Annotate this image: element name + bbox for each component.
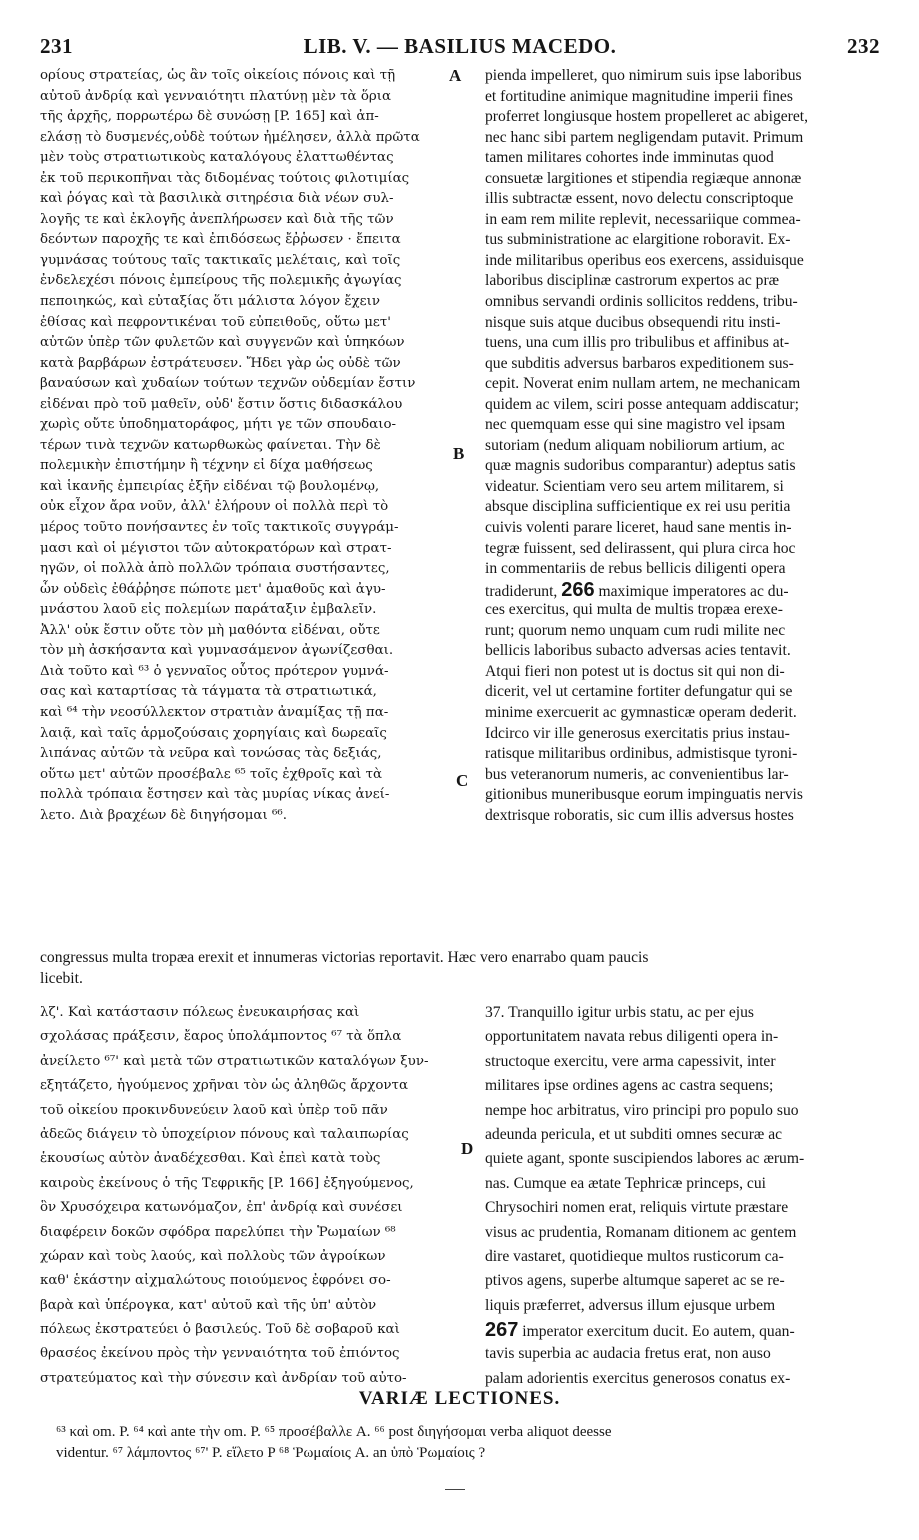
latin-text-line: quidem ac vilem, sciri posse antequam addiscatur; bbox=[485, 395, 799, 413]
greek-text-line: διαφέρειν δοκῶν σφόδρα παρελύπει τὴν Ῥωμαίων ⁶⁸ bbox=[40, 1224, 396, 1240]
greek-text-line: Ἀλλ' οὐκ ἔστιν οὔτε τὸν μὴ μαθόντα εἰδέναι, οὔτε bbox=[40, 622, 380, 638]
latin-text-line: omnibus servandi ordinis sollicitos reddens, tribu- bbox=[485, 293, 798, 311]
greek-text-line: λζ'. Καὶ κατάστασιν πόλεως ἐνευκαιρήσας καὶ bbox=[40, 1005, 360, 1020]
latin-text-line: Chrysochiri nomen erat, reliquis virtute præstare bbox=[485, 1199, 789, 1217]
latin-text-line: bus veteranorum numeris, ac convenientibus lar- bbox=[485, 765, 789, 783]
greek-text-line: οὕτω μετ' αὐτῶν προσέβαλε ⁶⁵ τοῖς ἐχθροῖς καὶ τὰ bbox=[40, 766, 383, 782]
latin-text-fragment: imperator exercitum ducit. Eo autem, quan- bbox=[518, 1323, 795, 1341]
latin-text-line: tus subministratione ac elargitione roboravit. Ex- bbox=[485, 231, 791, 249]
latin-text-line-with-page-number bbox=[485, 1318, 885, 1342]
latin-text-line: dextrisque roboratis, sic cum illis adversus hostes bbox=[485, 806, 794, 824]
latin-text-line-with-page-number bbox=[485, 580, 885, 601]
margin-marker-d: D bbox=[461, 1139, 474, 1158]
greek-text-line: πολλὰ τρόπαια ἔστησεν καὶ τὰς μυρίας νίκας ἀνεί- bbox=[40, 787, 390, 803]
greek-text-line: λογῆς τε καὶ ἐκλογῆς ἀνεπλήρωσεν καὶ διὰ τῆς τῶν bbox=[40, 211, 394, 227]
margin-marker-a: A bbox=[449, 66, 462, 85]
latin-text-line: adeunda pericula, et ut subditi omnes securæ ac bbox=[485, 1125, 783, 1143]
latin-text-line: minime exercuerit ac gymnasticæ operam dederit. bbox=[485, 703, 797, 721]
left-page-number: 231 bbox=[40, 34, 73, 58]
latin-text-line: bellicis laboribus subacto adversas acies tentavit. bbox=[485, 642, 791, 660]
greek-text-line: καὶ ῥόγας καὶ τὰ βασιλικὰ σιτηρέσια διὰ νέων συλ- bbox=[40, 191, 394, 207]
source-page-number: 266 bbox=[561, 579, 595, 601]
latin-text-line: dicerit, vel ut certamine fortiter defungatur qui se bbox=[485, 683, 793, 701]
greek-text-line: Διὰ τοῦτο καὶ ⁶³ ὁ γενναῖος οὗτος πρότερον γυμνά- bbox=[40, 663, 389, 679]
greek-text-line: σχολάσας πράξεσιν, ἔαρος ὑπολάμποντος ⁶⁷ τὰ ὅπλα bbox=[40, 1029, 402, 1045]
latin-text-line: nec hanc sibi partem negligendam putavit. Primum bbox=[485, 128, 804, 146]
right-page-number: 232 bbox=[847, 34, 880, 58]
latin-text-line: ptivos agens, superbe altumque saperet ac se re- bbox=[485, 1272, 785, 1290]
latin-text-line: laboribus disciplinæ castrorum expertos ac præ bbox=[485, 272, 780, 290]
latin-text-line: Idcirco vir ille generosus exercitatis prius instau- bbox=[485, 724, 790, 742]
greek-text-line: βαναύσων καὶ χυδαίων τούτων τεχνῶν οὐδεμίαν ἔστιν bbox=[40, 376, 416, 392]
greek-text-line: σας καὶ καταρτίσας τὰ τάγματα τὰ στρατιωτικά, bbox=[40, 684, 377, 700]
variant-reading-line: ⁶³ καὶ om. P. ⁶⁴ καὶ ante τὴν om. P. ⁶⁵ προσέβαλλε A. ⁶⁶ post διηγήσομαι verba aliquot deesse bbox=[56, 1424, 612, 1440]
greek-text-line: ελάσῃ τὸ δυσμενές,οὐδὲ τούτων ἠμέλησεν, ἀλλὰ πρῶτα bbox=[40, 129, 420, 145]
greek-text-line: μέρος τοῦτο πονήσαντες ἐν τοῖς τακτικοῖς συγγράμ- bbox=[40, 520, 399, 536]
greek-text-line: ἀνείλετο ⁶⁷' καὶ μετὰ τῶν στρατιωτικῶν καταλόγων ξυν- bbox=[40, 1053, 429, 1069]
greek-text-line: ὃν Χρυσόχειρα κατωνόμαζον, ἐπ' ἀνδρίᾳ καὶ συνέσει bbox=[40, 1200, 403, 1216]
latin-text-line: licebit. bbox=[40, 970, 83, 987]
greek-text-line: πόλεως ἐκστρατεύει ὁ βασιλεύς. Τοῦ δὲ σοβαροῦ καὶ bbox=[40, 1322, 400, 1338]
latin-text-fragment: tradiderunt, bbox=[485, 582, 562, 600]
greek-text-line: ἐθίσας καὶ πεφροντικέναι τοῦ εὐπειθοῦς, οὕτω μετ' bbox=[40, 314, 391, 330]
latin-text-line: cuivis volenti parare liceret, haud sane mentis in- bbox=[485, 519, 792, 537]
greek-text-line: λαιᾷ, καὶ ταῖς ἁρμοζούσαις χορηγίαις καὶ δωρεαῖς bbox=[40, 725, 387, 741]
latin-text-line: tavis superbia ac audacia fretus erat, non auso bbox=[485, 1345, 771, 1363]
greek-text-line: ἐκ τοῦ περικοπῆναι τὰς διδομένας τούτοις φιλοτιμίας bbox=[40, 170, 410, 186]
source-page-number: 267 bbox=[485, 1319, 519, 1342]
latin-text-line: tuens, una cum illis pro tribulibus et affinibus at- bbox=[485, 334, 790, 352]
running-header bbox=[40, 34, 880, 64]
latin-text-line: ces exercitus, qui multa de multis tropæa erexe- bbox=[485, 601, 783, 619]
greek-text-line: δεόντων παροχῆς τε καὶ ἐπιδόσεως ἔῤῥωσεν · ἔπειτα bbox=[40, 232, 401, 248]
footer-rule bbox=[445, 1489, 465, 1490]
latin-text-line: illis subtractæ essent, novo delectu conscriptoque bbox=[485, 190, 794, 208]
latin-text-line: visus ac prudentia, Romanam ditionem ac gentem bbox=[485, 1223, 797, 1241]
greek-text-line: μασι καὶ οἱ μέγιστοι τῶν αὐτοκρατόρων καὶ στρατ- bbox=[40, 540, 392, 556]
latin-text-line: inde militaribus operibus eos exercens, assiduisque bbox=[485, 251, 804, 269]
latin-text-line: tamen militares cohortes inde imminutas quod bbox=[485, 149, 774, 167]
latin-text-line: nec quemquam esse qui sine magistro vel ipsam bbox=[485, 416, 786, 434]
greek-text-line: μνάστου λαοῦ εἰς πολεμίων παράταξιν ἐμβαλεῖν. bbox=[40, 602, 377, 618]
greek-text-line: λιπάνας αὐτῶν τὰ νεῦρα καὶ τονώσας τὰς δεξιάς, bbox=[40, 746, 382, 762]
latin-text-line: videatur. Scientiam vero seu artem militarem, si bbox=[485, 477, 784, 495]
latin-text-line: Atqui fieri non potest ut is doctus sit qui non di- bbox=[485, 662, 785, 680]
greek-text-line: ὧν οὐδεὶς ἐθάῤῥησε πώποτε μετ' ἀμαθοῦς καὶ ἀγυ- bbox=[40, 581, 386, 597]
latin-text-line: dire vastaret, quotidieque multos rusticorum ca- bbox=[485, 1247, 784, 1265]
greek-text-line: χωρὶς οὔτε ὑποδηματοράφος, μήτι γε τῶν σπουδαιο- bbox=[40, 417, 397, 433]
greek-text-line: μὲν τοὺς στρατιωτικοὺς καταλόγους ἐλαττωθέντας bbox=[40, 150, 394, 166]
greek-text-line: εἰδέναι πρὸ τοῦ μαθεῖν, οὐδ' ἔστιν ὅστις διδασκάλου bbox=[40, 396, 403, 412]
latin-text-line: nempe hoc arbitratus, viro principi pro populo suo bbox=[485, 1101, 799, 1119]
latin-text-line: quiete agant, sponte suscipiendos labores ac ærum- bbox=[485, 1150, 805, 1168]
latin-text-line: que subditis adversus barbaros expeditionem sus- bbox=[485, 354, 794, 372]
latin-text-line: runt; quorum nemo unquam cum rudi milite nec bbox=[485, 621, 786, 639]
greek-column-top bbox=[40, 66, 465, 826]
greek-text-line: χώραν καὶ τοὺς λαούς, καὶ πολλοὺς τῶν ἀγροίκων bbox=[40, 1248, 386, 1264]
greek-column-bottom bbox=[40, 1001, 462, 1391]
greek-text-line: τῆς ἀρχῆς, πορρωτέρω δὲ συνώσῃ [P. 165] καὶ ἀπ- bbox=[40, 109, 379, 125]
latin-text-line: palam adorientis exercitus generosos conatus ex- bbox=[485, 1369, 791, 1387]
greek-text-line: καὶ ἱκανῆς ἐμπειρίας ἐξῆν εἰδέναι τῷ βουλομένῳ, bbox=[40, 478, 380, 494]
latin-text-line: et fortitudine animique magnitudine imperii fines bbox=[485, 87, 793, 105]
greek-text-line: τέρων τινὰ τεχνῶν κατωρθωκὼς φαίνεται. Τὴν δὲ bbox=[40, 437, 381, 453]
greek-text-line: καθ' ἑκάστην αἰχμαλώτους ποιούμενος ἐφρόνει σο- bbox=[40, 1273, 391, 1289]
greek-text-line: ἀδεῶς διάγειν τὸ ὑποχείριον πόνους καὶ ταλαιπωρίας bbox=[40, 1126, 409, 1142]
greek-text-line: καὶ ⁶⁴ τὴν νεοσύλλεκτον στρατιὰν ἀναμίξας τῇ πα- bbox=[40, 704, 389, 720]
latin-text-line: structoque exercitu, vere arma capessivit, inter bbox=[485, 1052, 776, 1070]
variant-reading-line: videntur. ⁶⁷ λάμποντος ⁶⁷' P. εἵλετο P ⁶⁸ Ῥωμαίοις A. an ὑπὸ Ῥωμαίοις ? bbox=[56, 1445, 486, 1461]
running-title: LIB. V. — BASILIUS MACEDO. bbox=[303, 34, 617, 58]
latin-text-line: gitionibus muneribusque eorum impinguatis nervis bbox=[485, 786, 803, 804]
latin-text-line: opportunitatem navata rebus diligenti opera in- bbox=[485, 1028, 779, 1046]
greek-text-line: τοῦ οἰκείου προκινδυνεύειν λαοῦ καὶ ὑπὲρ τοῦ πᾶν bbox=[40, 1102, 388, 1118]
latin-text-line: liquis præferret, adversus illum ejusque urbem bbox=[485, 1296, 776, 1314]
greek-text-line: ἐνδελεχέσι πόνοις ἐμπείρους τῆς πολεμικῆς ἀγωγίας bbox=[40, 273, 402, 289]
latin-text-line: pienda impelleret, quo nimirum suis ipse laboribus bbox=[485, 67, 802, 84]
latin-column-bottom bbox=[485, 1001, 885, 1391]
greek-text-line: βαρὰ καὶ ὑπέρογκα, κατ' αὐτοῦ καὶ τῆς ὑπ' αὐτὸν bbox=[40, 1297, 377, 1313]
greek-text-line: εξητάζετο, ἡγούμενος χρῆναι τὸν ὡς ἀληθῶς ἄρχοντα bbox=[40, 1078, 409, 1094]
latin-full-width-text bbox=[40, 947, 885, 989]
greek-text-line: οὐκ εἶχον ἄρα νοῦν, ἀλλ' ἐλήρουν οἱ πολλὰ περὶ τὸ bbox=[40, 499, 389, 515]
variae-lectiones-notes bbox=[56, 1422, 886, 1464]
greek-text-line: στρατεύματος καὶ τὴν σύνεσιν καὶ ἀνδρίαν τοῦ αὐτο- bbox=[40, 1370, 407, 1386]
latin-text-line: nas. Cumque ea ætate Tephricæ princeps, cui bbox=[485, 1174, 766, 1192]
greek-text-line: ηγῶν, οἱ πολλὰ ἀπὸ πολλῶν τρόπαια συστήσαντες, bbox=[40, 561, 390, 577]
latin-text-line: in eam rem milite replevit, necessariique commea- bbox=[485, 210, 801, 228]
greek-text-line: ορίους στρατείας, ὡς ἂν τοῖς οἰκείοις πόνοις καὶ τῇ bbox=[40, 68, 396, 83]
greek-text-line: αὐτῶν ὑπὲρ τῶν φυλετῶν καὶ συγγενῶν καὶ ὑπηκόων bbox=[40, 335, 405, 351]
greek-text-line: καιροὺς ἐκείνους ὁ τῆς Τεφρικῆς [P. 166] ἐξηγούμενος, bbox=[40, 1175, 414, 1191]
greek-text-line: θρασέος ἐκείνου πρὸς τὴν γενναιότητα τοῦ ἐπιόντος bbox=[40, 1346, 400, 1362]
latin-column-top bbox=[485, 66, 885, 826]
greek-text-line: λετο. Διὰ βραχέων δὲ διηγήσομαι ⁶⁶. bbox=[40, 807, 287, 823]
latin-text-line: absque disciplina sufficientique ex rei usu peritia bbox=[485, 498, 791, 516]
greek-text-line: αὐτοῦ ἀνδρίᾳ καὶ γενναιότητι πλατύνῃ μὲν τὰ ὅρια bbox=[40, 88, 392, 104]
latin-text-fragment: maximique imperatores ac du- bbox=[594, 582, 789, 600]
latin-text-line: in commentariis de rebus bellicis diligenti opera bbox=[485, 560, 786, 578]
latin-text-line: quæ magnis sudoribus comparantur) adeptus satis bbox=[485, 457, 796, 475]
greek-text-line: κατὰ βαρβάρων ἐστράτευσεν. Ἤδει γὰρ ὡς οὐδὲ τῶν bbox=[40, 355, 401, 371]
latin-text-line: congressus multa tropæa erexit et innumeras victorias reportavit. Hæc vero enarrabo quam paucis bbox=[40, 949, 649, 966]
latin-text-line: consuetæ largitiones et stipendia regiæque annonæ bbox=[485, 169, 802, 187]
greek-text-line: γυμνάσας τούτους ταῖς τακτικαῖς μελέταις, καὶ τοῖς bbox=[40, 252, 401, 268]
greek-text-line: πεποιηκώς, καὶ εὐταξίας ὅτι μάλιστα λόγον ἔχειν bbox=[40, 294, 380, 310]
latin-text-line: sutoriam (nedum aliquam nobiliorum artium, ac bbox=[485, 436, 785, 454]
latin-text-line: proferret longiusque hostem propelleret ac abigeret, bbox=[485, 108, 809, 126]
variae-lectiones-title: VARIÆ LECTIONES. bbox=[358, 1388, 561, 1409]
latin-text-line: 37. Tranquillo igitur urbis statu, ac per ejus bbox=[485, 1004, 754, 1021]
greek-text-line: πολεμικὴν ἐπιστήμην ἢ τέχνην εἰ δίχα μαθήσεως bbox=[40, 458, 373, 474]
latin-text-line: militares ipse ordines agens ac castra sequens; bbox=[485, 1077, 774, 1095]
greek-text-line: ἑκουσίως αὐτὸν ἀναδέχεσθαι. Καὶ ἐπεὶ κατὰ τοὺς bbox=[40, 1151, 381, 1167]
latin-text-line: cepit. Noverat enim nullam artem, ne mechanicam bbox=[485, 375, 801, 393]
latin-text-line: nisque suis atque ducibus obsequendi ritu insti- bbox=[485, 313, 781, 331]
margin-marker-c: C bbox=[456, 771, 469, 790]
latin-text-line: ratisque militaribus ordinibus, admistisque tyroni- bbox=[485, 745, 798, 763]
margin-marker-b: B bbox=[453, 444, 465, 463]
greek-text-line: τὸν μὴ ἀσκήσαντα καὶ γυμνασάμενον ἀγωνίζεσθαι. bbox=[40, 643, 394, 659]
latin-text-line: tegræ fuissent, sed delirassent, qui plura circa hoc bbox=[485, 539, 796, 557]
